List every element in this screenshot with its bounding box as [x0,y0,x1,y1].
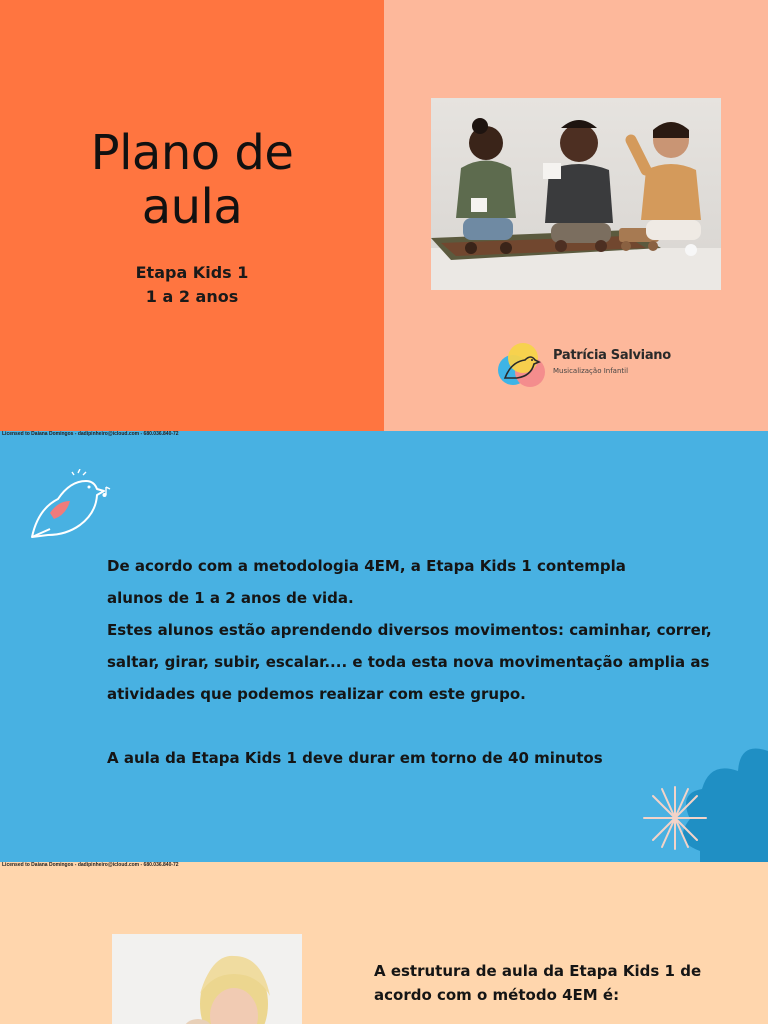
license-watermark: Licensed to Daiana Domingos - dadipinheiro@icloud.com - 680.036.840-72 [2,431,179,437]
page-subtitle [0,261,384,309]
structure-heading [374,959,701,1007]
intro-line-5: atividades que podemos realizar com este grupo. [107,685,526,703]
structure-heading-line-2: acordo com o método 4EM é: [374,986,620,1004]
title-line-2: aula [141,179,243,235]
bird-icon [28,469,118,544]
slide-intro [0,431,768,862]
cover-left-panel [0,0,384,431]
kids-photo [431,98,721,290]
subtitle-line-1: Etapa Kids 1 [135,263,249,282]
brand-name: Patrícia Salviano [553,348,671,363]
structure-heading-line-1: A estrutura de aula da Etapa Kids 1 de [374,962,702,980]
sparkle-decoration [640,783,710,853]
teacher-photo [112,934,302,1024]
slide-cover [0,0,768,431]
title-line-1: Plano de [90,125,294,181]
page-title [0,126,384,234]
intro-line-1: De acordo com a metodologia 4EM, a Etapa Kids 1 contempla [107,557,626,575]
duration-line: A aula da Etapa Kids 1 deve durar em torno de 40 minutos [107,749,603,767]
intro-text [107,550,712,774]
brand-tagline: Musicalização Infantil [553,367,629,375]
brand-bird-icon [497,340,547,390]
intro-line-3: Estes alunos estão aprendendo diversos movimentos: caminhar, correr, [107,621,712,639]
brand-logo [497,340,671,394]
intro-line-4: saltar, girar, subir, escalar.... e toda esta nova movimentação amplia as [107,653,710,671]
license-watermark: Licensed to Daiana Domingos - dadipinheiro@icloud.com - 680.036.840-72 [2,862,179,868]
slide-structure [0,862,768,1024]
subtitle-line-2: 1 a 2 anos [145,287,239,306]
intro-line-2: alunos de 1 a 2 anos de vida. [107,589,354,607]
